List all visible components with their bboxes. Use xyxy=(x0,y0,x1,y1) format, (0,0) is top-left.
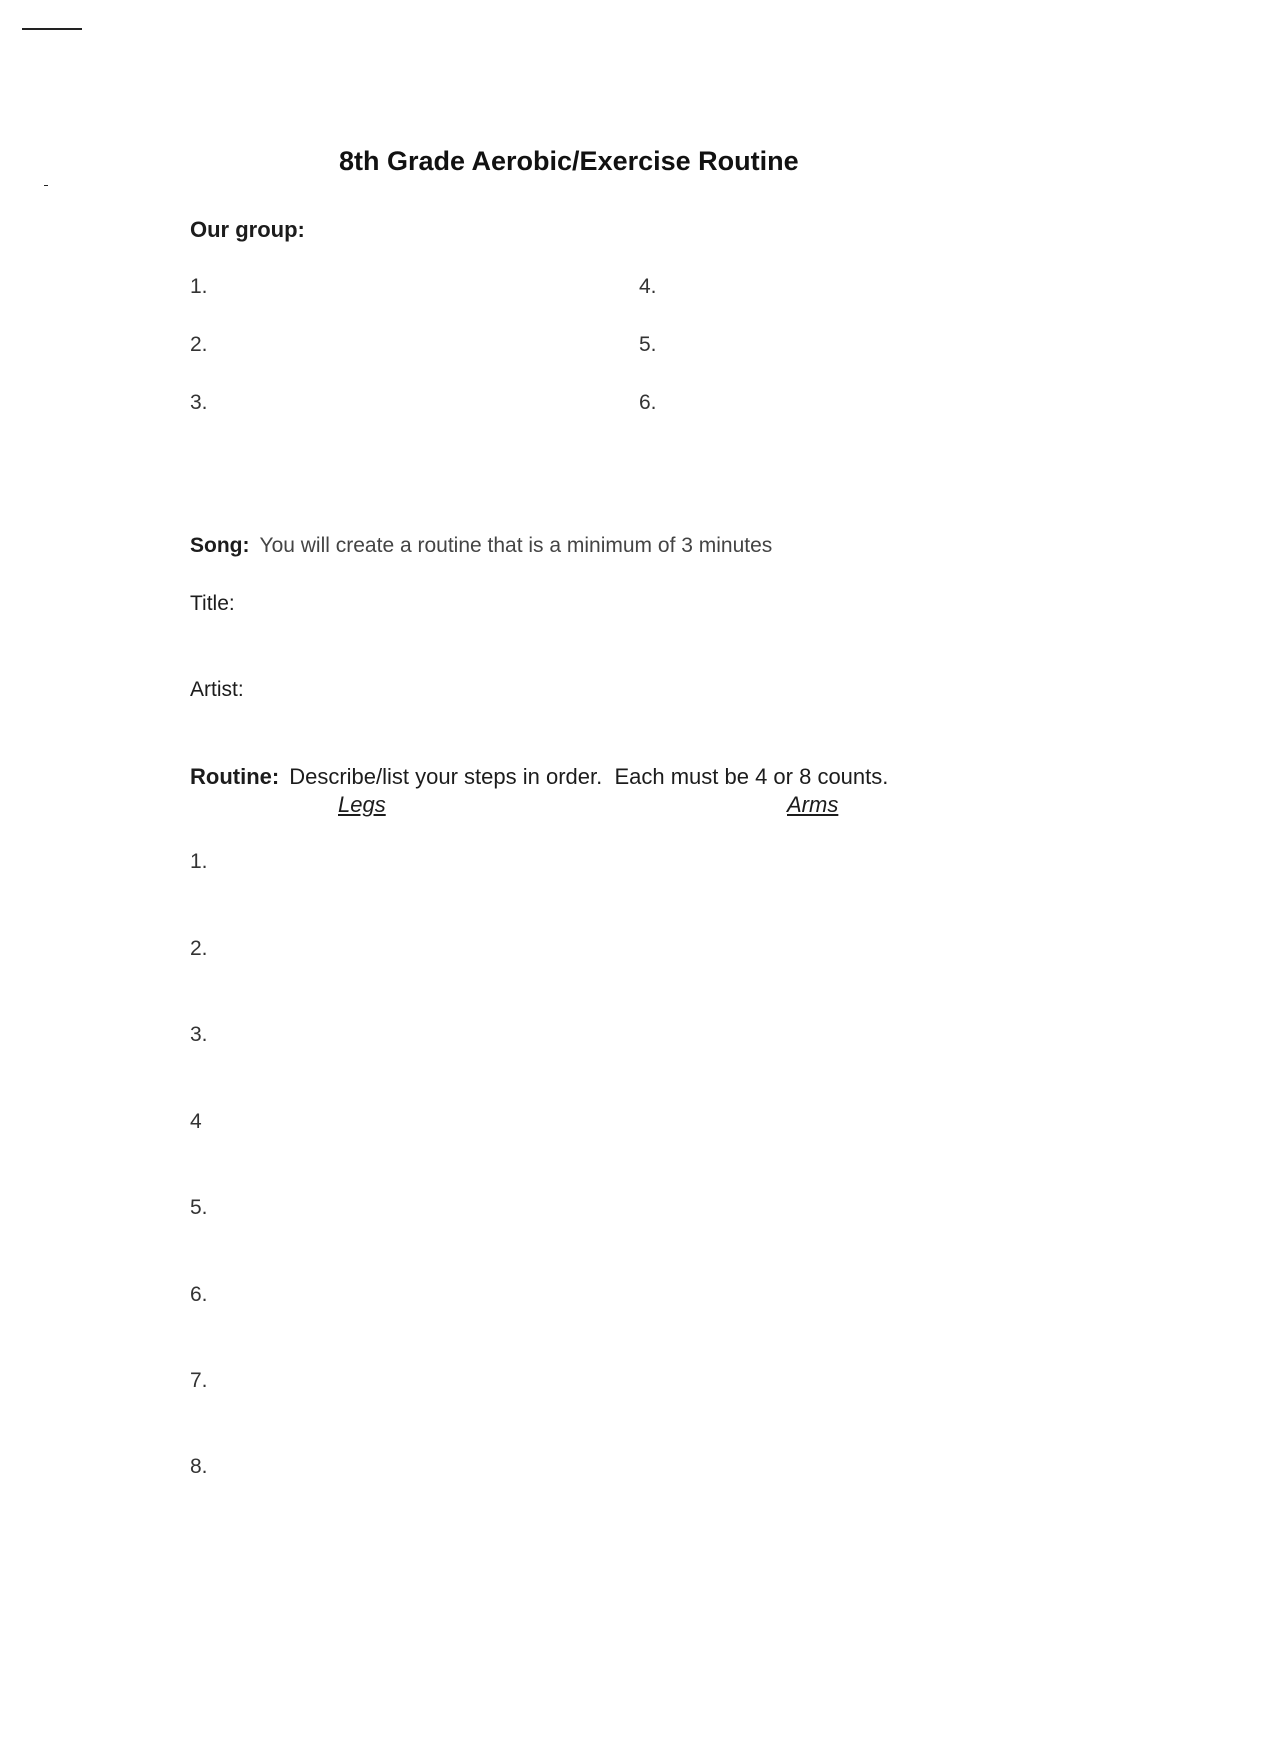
routine-step-number: 4 xyxy=(190,1110,202,1133)
routine-label: Routine: xyxy=(190,764,280,789)
routine-step-number: 8. xyxy=(190,1455,208,1478)
song-artist-label: Artist: xyxy=(190,678,244,701)
routine-line xyxy=(190,764,888,790)
legs-column-header: Legs xyxy=(338,792,386,817)
group-member-number-1: 1. xyxy=(190,275,208,298)
routine-step-number: 5. xyxy=(190,1196,208,1219)
group-member-number-2: 2. xyxy=(190,333,208,356)
group-member-number-6: 6. xyxy=(639,391,657,414)
group-member-number-4: 4. xyxy=(639,275,657,298)
routine-step-number: 2. xyxy=(190,937,208,960)
page-title: 8th Grade Aerobic/Exercise Routine xyxy=(339,146,799,176)
group-label: Our group: xyxy=(190,217,305,242)
song-title-label: Title: xyxy=(190,592,235,615)
group-member-number-5: 5. xyxy=(639,333,657,356)
routine-step-number: 3. xyxy=(190,1023,208,1046)
routine-step-number: 1. xyxy=(190,850,208,873)
arms-column-header: Arms xyxy=(787,792,839,817)
group-member-number-3: 3. xyxy=(190,391,208,414)
song-label: Song: xyxy=(190,534,250,557)
song-line xyxy=(190,534,772,558)
song-instruction: You will create a routine that is a minimum of 3 minutes xyxy=(259,534,773,557)
routine-instruction: Describe/list your steps in order. Each must be 4 or 8 counts. xyxy=(289,764,889,789)
routine-step-number: 7. xyxy=(190,1369,208,1392)
scan-artifact-top-left xyxy=(22,28,82,30)
routine-step-number: 6. xyxy=(190,1283,208,1306)
scan-artifact-dot xyxy=(44,185,48,186)
